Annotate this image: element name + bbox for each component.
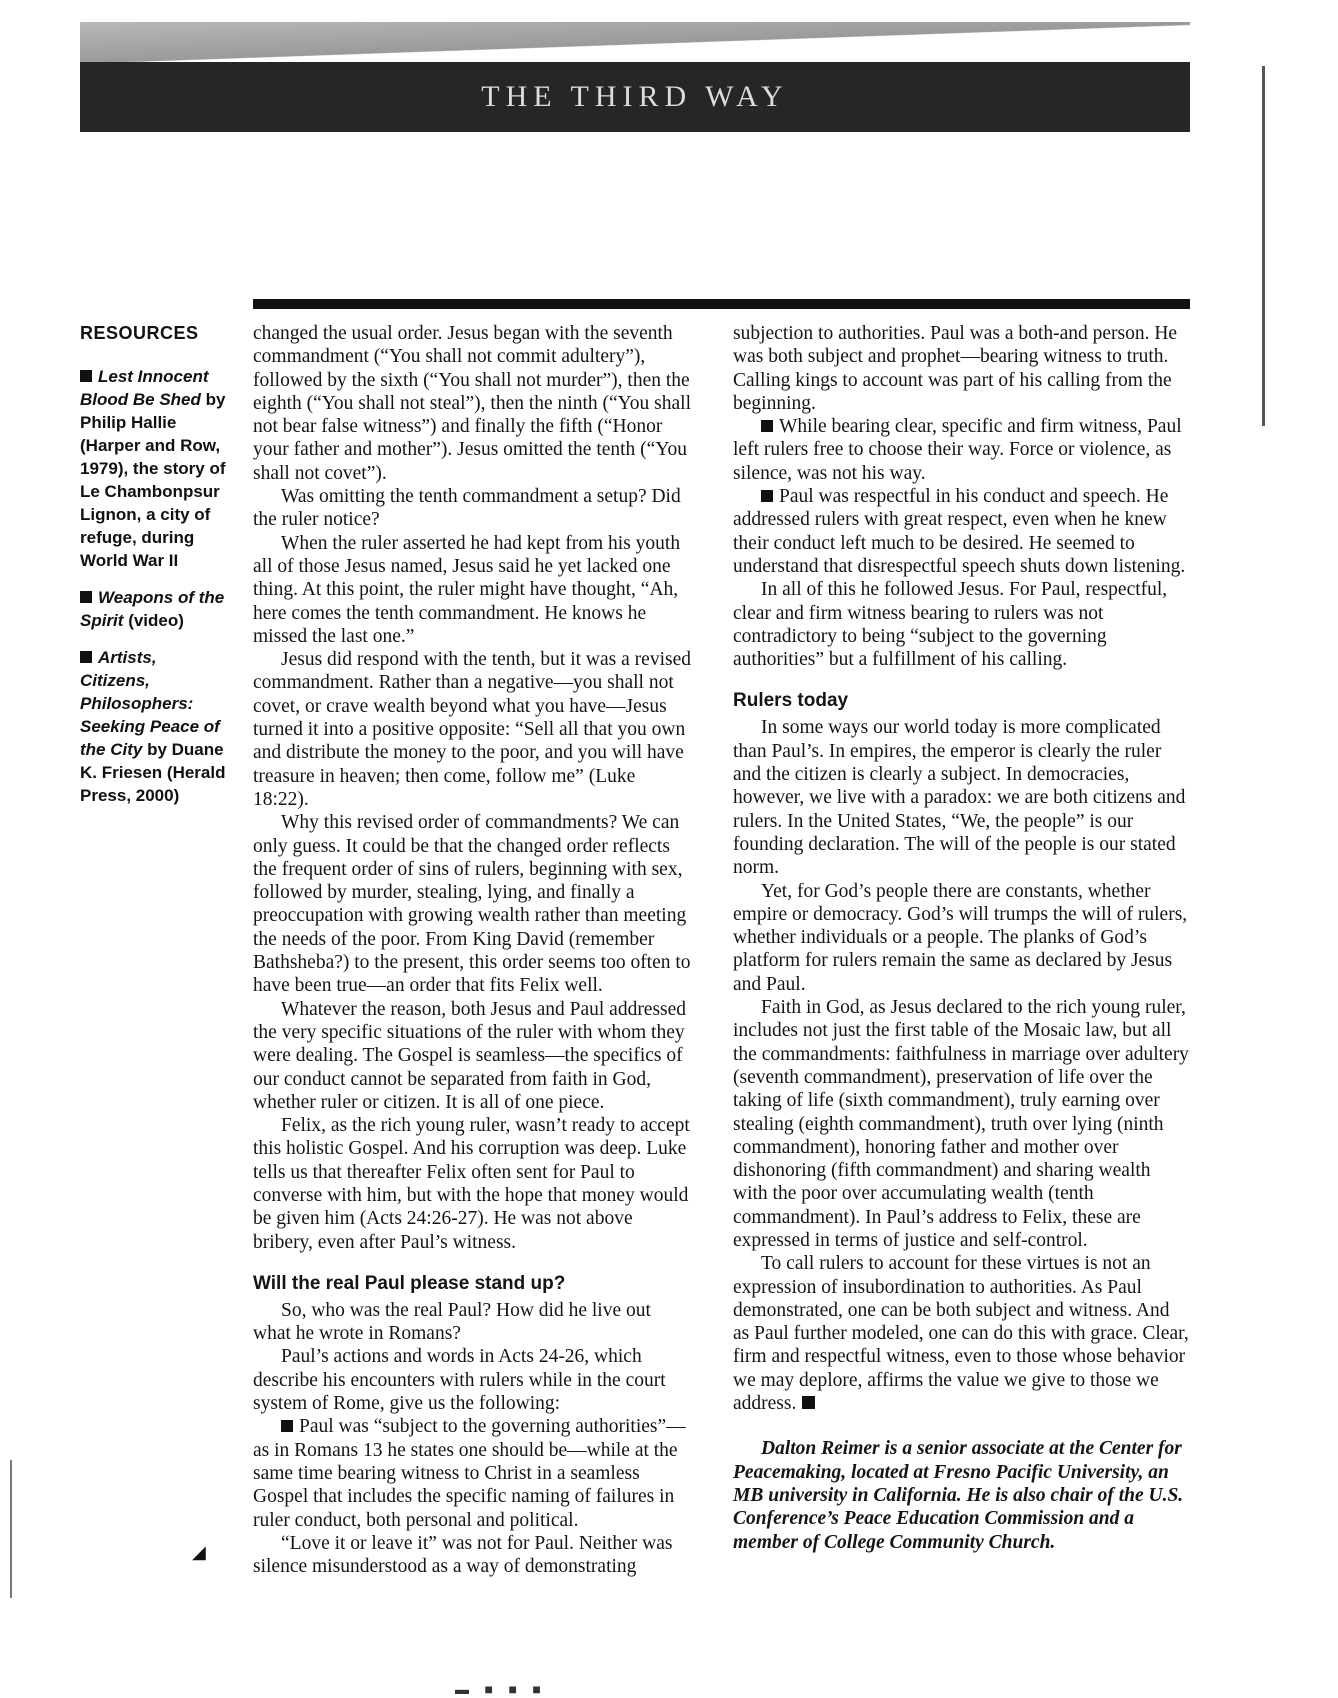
page-edge-line-left <box>10 1460 12 1598</box>
page-edge-line <box>1262 66 1265 426</box>
bullet-icon <box>80 370 92 382</box>
article-column-1 <box>253 322 693 1578</box>
body-paragraph: Whatever the reason, both Jesus and Paul addressed the very specific situations of the ruler with whom they were dealing. The Gospel is seamless—the specifics of our conduct cannot be separated from faith in God, whether ruler or citizen. It is all of one piece. <box>253 998 687 1113</box>
body-paragraph <box>733 1252 1190 1415</box>
bullet-icon <box>80 651 92 663</box>
body-paragraph: In all of this he followed Jesus. For Paul, respectful, clear and firm witness bearing to rulers was not contradictory to being “subject to the governing authorities” but a fulfillment of his calling. <box>733 579 1168 671</box>
body-paragraph: subjection to authorities. Paul was a both-and person. He was both subject and prophet—bearing witness to truth. Calling kings to account was part of his calling from the beginning. <box>733 323 1178 414</box>
resource-item <box>80 646 230 807</box>
resource-title: Artists, Citizens, Philosophers: Seeking Peace of the City <box>80 648 220 759</box>
scan-shadow <box>80 22 1190 66</box>
article-column-2 <box>733 322 1190 1554</box>
body-paragraph: Why this revised order of commandments? We can only guess. It could be that the changed order reflects the frequent order of sins of rulers, beginning with sex, followed by murder, stealing, lying, and finally a preoccupation with growing wealth rather than meeting the needs of the poor. From King David (remember Bathsheba?) to the present, this order seems too often to have been true—an order that fits Felix well. <box>253 812 691 997</box>
bullet-icon <box>761 490 773 502</box>
bullet-text: Paul was “subject to the governing authorities”—as in Romans 13 he states one should be—while at the same time bearing witness to Christ in a seamless Gospel that includes the specific naming of failures in ruler conduct, both personal and political. <box>253 1416 686 1531</box>
body-paragraph: Felix, as the rich young ruler, wasn’t ready to accept this holistic Gospel. And his corruption was deep. Luke tells us that thereafter Felix often sent for Paul to converse with him, but with the hope that money would be given him (Acts 24:26-27). He was not above bribery, even after Paul’s witness. <box>253 1115 690 1253</box>
body-paragraph: “Love it or leave it” was not for Paul. Neither was silence misunderstood as a way of demonstrating <box>253 1532 673 1578</box>
resource-item <box>80 365 230 572</box>
bullet-paragraph <box>733 485 1190 578</box>
column-rule <box>253 299 1190 309</box>
body-paragraph: Yet, for God’s people there are constants, whether empire or democracy. God’s will trumps the will of rulers, whether individuals or a people. The planks of God’s platform for rulers remain the same as declared by Jesus and Paul. <box>733 880 1188 995</box>
resource-details: by Philip Hallie (Harper and Row, 1979), the story of Le Chambonpsur Lignon, a city of refuge, during World War II <box>80 390 226 570</box>
body-paragraph: In some ways our world today is more complicated than Paul’s. In empires, the emperor is clearly the ruler and the citizen is clearly a subject. In democracies, however, we live with a paradox: we are both citizens and rulers. In the United States, “We, the people” is our founding declaration. The will of the people is our stated norm. <box>733 717 1186 879</box>
body-paragraph: changed the usual order. Jesus began with the seventh commandment (“You shall not commit adultery”), followed by the sixth (“You shall not murder”), then the eighth (“You shall not steal”), then the ninth (“You shall not bear false witness”) and finally the fifth (“Honor your father and mother”). Jesus omitted the tenth (“You shall not covet”). <box>253 323 691 484</box>
end-mark-icon <box>802 1396 815 1409</box>
body-paragraph: When the ruler asserted he had kept from his youth all of those Jesus named, Jesus said he yet lacked one thing. At this point, the ruler might have thought, “Ah, here comes the tenth commandment. He knows he missed the last one.” <box>253 532 681 647</box>
bullet-icon <box>80 591 92 603</box>
author-bio: Dalton Reimer is a senior associate at the Center for Peacemaking, located at Fresno Pacific University, an MB university in California. He is also chair of the U.S. Conference’s Peace Education Commission and a member of College Community Church. <box>733 1438 1184 1553</box>
section-banner: THE THIRD WAY <box>80 62 1190 132</box>
resource-title: Weapons of the Spirit <box>80 588 225 630</box>
page-footer-fragment: ▬ ■ ■ ■ <box>455 1683 547 1697</box>
body-paragraph: So, who was the real Paul? How did he live out what he wrote in Romans? <box>253 1299 651 1345</box>
resource-title: Lest Innocent Blood Be Shed <box>80 367 209 409</box>
resources-sidebar <box>80 322 230 821</box>
bullet-text: Paul was respectful in his conduct and speech. He addressed rulers with great respect, even when he knew their conduct left much to be desired. He seemed to understand that disrespectful speech shuts down listening. <box>733 486 1186 577</box>
body-paragraph: Jesus did respond with the tenth, but it was a revised commandment. Rather than a negative—you shall not covet, or crave wealth beyond what you have—Jesus turned it into a positive opposite: “Sell all that you own and distribute the money to the poor, and you will have treasure in heaven; then come, follow me” (Luke 18:22). <box>253 649 691 810</box>
bullet-paragraph <box>733 415 1190 485</box>
stray-mark-icon: ◢ <box>192 1542 206 1562</box>
bullet-paragraph <box>253 1415 693 1531</box>
bullet-text: While bearing clear, specific and firm witness, Paul left rulers free to choose their way. Force or violence, as silence, was not his way. <box>733 416 1182 484</box>
bullet-icon <box>761 420 773 432</box>
closing-text: To call rulers to account for these virtues is not an expression of insubordination to authorities. As Paul demonstrated, one can be both subject and witness. And as Paul further modeled, one can do this with grace. Clear, firm and respectful witness, even to those whose behavior we may deplore, affirms the value we give to those we address. <box>733 1253 1189 1415</box>
resource-item <box>80 586 230 632</box>
subheading: Will the real Paul please stand up? <box>253 1272 566 1294</box>
body-paragraph: Faith in God, as Jesus declared to the rich young ruler, includes not just the first table of the Mosaic law, but all the commandments: faithfulness in marriage over adultery (seventh commandment), preservation of life over the taking of life (sixth commandment), truly earning over stealing (eighth commandment), truth over lying (ninth commandment), honoring father and mother over dishonoring (fifth commandment) and sharing wealth with the poor over accumulating wealth (tenth commandment). In Paul’s address to Felix, these are expressed in terms of justice and self-control. <box>733 997 1189 1251</box>
bullet-icon <box>281 1420 293 1432</box>
resource-details: by Duane K. Friesen (Herald Press, 2000) <box>80 740 226 805</box>
resource-details: (video) <box>128 611 184 630</box>
body-paragraph: Paul’s actions and words in Acts 24-26, which describe his encounters with rulers while in the court system of Rome, give us the following: <box>253 1346 666 1415</box>
body-paragraph: Was omitting the tenth commandment a setup? Did the ruler notice? <box>253 486 681 531</box>
resources-heading: RESOURCES <box>80 323 199 343</box>
subheading: Rulers today <box>733 690 849 712</box>
